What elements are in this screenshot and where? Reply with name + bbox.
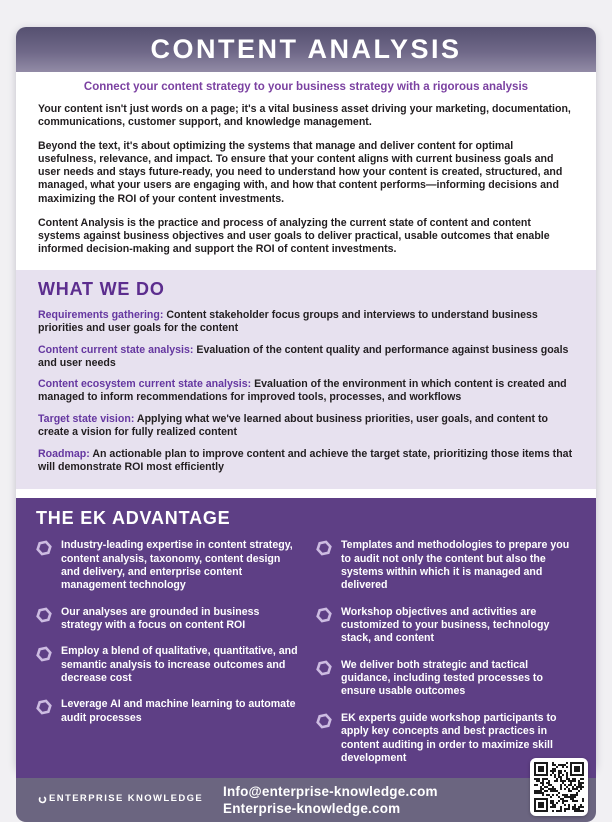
advantage-left-column [36,539,298,778]
advantage-item [36,606,298,633]
advantage-item-text: Our analyses are grounded in business strategy with a focus on content ROI [61,605,260,632]
hexagon-gem-icon [316,606,332,628]
advantage-item-text: EK experts guide workshop participants to apply key concepts and best practices in content auditing in order to maximize skill development [341,711,557,764]
service-item-text: Evaluation of the environment in which content is created and managed to inform recommendations for improved tools, processes, and workflows [38,378,567,404]
advantage-item [36,539,298,592]
service-item-text: Evaluation of the content quality and performance against business goals and user needs [38,343,569,369]
ek-sphere-icon [38,791,47,809]
advantage-item [316,539,578,592]
logo-text: ENTERPRISE KNOWLEDGE [49,793,204,805]
service-item-lead: Content current state analysis: [38,343,194,356]
flyer-card [16,27,596,817]
service-item [38,448,574,474]
hexagon-gem-icon [316,659,332,681]
advantage-item [36,645,298,685]
intro-paragraph: Content Analysis is the practice and process of analyzing the current state of content and content systems against business objectives and user goals to deliver practical, usable outcomes that enable informed decision-making and support the ROI of content investments. [38,216,550,255]
what-we-do-section [16,270,596,489]
service-item-lead: Roadmap: [38,447,90,460]
hexagon-gem-icon [36,539,52,561]
service-item-lead: Target state vision: [38,413,135,426]
intro-paragraph: Beyond the text, it's about optimizing the systems that manage and deliver content for optimal usefulness, relevance, and impact. To ensure that your content aligns with current business goals and user needs and stays future-ready, you need to understand how your content is created, structured, and managed, what your users are engaging with, and how that content performs—informing decisions and maximizing the ROI of your content investments. [38,140,563,205]
page-title: CONTENT ANALYSIS [150,34,462,64]
advantage-right-column [316,539,578,778]
service-item-text: Applying what we've learned about business priorities, user goals, and content to create a vision for fully realized content [38,413,548,439]
service-item-text: An actionable plan to improve content and achieve the target state, prioritizing those items that will demonstrate ROI most efficiently [38,447,573,473]
advantage-item-text: Templates and methodologies to prepare you to audit not only the content but also the systems within which it is managed and delivered [341,539,570,592]
advantage-item-text: Workshop objectives and activities are customized to your business, technology stack, and content [341,605,550,645]
email-link[interactable]: Info@enterprise-knowledge.com [223,783,438,799]
hexagon-gem-icon [316,539,332,561]
contact-info [223,783,438,818]
intro-paragraph: Your content isn't just words on a page; it's a vital business asset driving your marketing, documentation, communications, customer support, and knowledge management. [38,102,571,128]
advantage-item [316,712,578,765]
advantage-item-text: Leverage AI and machine learning to automate audit processes [61,698,296,724]
service-item [38,344,574,370]
intro-section [16,72,596,267]
service-item-text: Content stakeholder focus groups and interviews to understand business priorities and user goals for the content [38,308,538,334]
hexagon-gem-icon [316,712,332,734]
header-banner [16,27,596,72]
advantage-item-text: Employ a blend of qualitative, quantitative, and semantic analysis to increase outcomes and decrease cost [61,645,298,685]
hexagon-gem-icon [36,645,52,667]
tagline: Connect your content strategy to your business strategy with a rigorous analysis [83,81,529,93]
advantage-item-text: We deliver both strategic and tactical guidance, including tested processes to ensure usable outcomes [341,658,543,698]
footer-bar [16,778,596,822]
what-we-do-heading: WHAT WE DO [38,279,165,300]
qr-code [530,758,588,816]
service-item-lead: Requirements gathering: [38,308,164,321]
advantage-item [316,606,578,646]
website-link[interactable]: Enterprise-knowledge.com [223,801,401,817]
advantage-item [36,698,298,725]
advantage-item [316,659,578,699]
hexagon-gem-icon [36,606,52,628]
advantage-columns [36,539,578,778]
ek-advantage-section [16,498,596,779]
ek-advantage-heading: THE EK ADVANTAGE [36,507,231,528]
hexagon-gem-icon [36,698,52,720]
service-item [38,378,574,404]
service-item-lead: Content ecosystem current state analysis: [38,378,252,391]
service-item [38,413,574,439]
service-item [38,309,574,335]
enterprise-knowledge-logo [16,791,223,809]
advantage-item-text: Industry-leading expertise in content strategy, content analysis, taxonomy, content design and delivery, and enterprise content management technology [61,539,293,592]
